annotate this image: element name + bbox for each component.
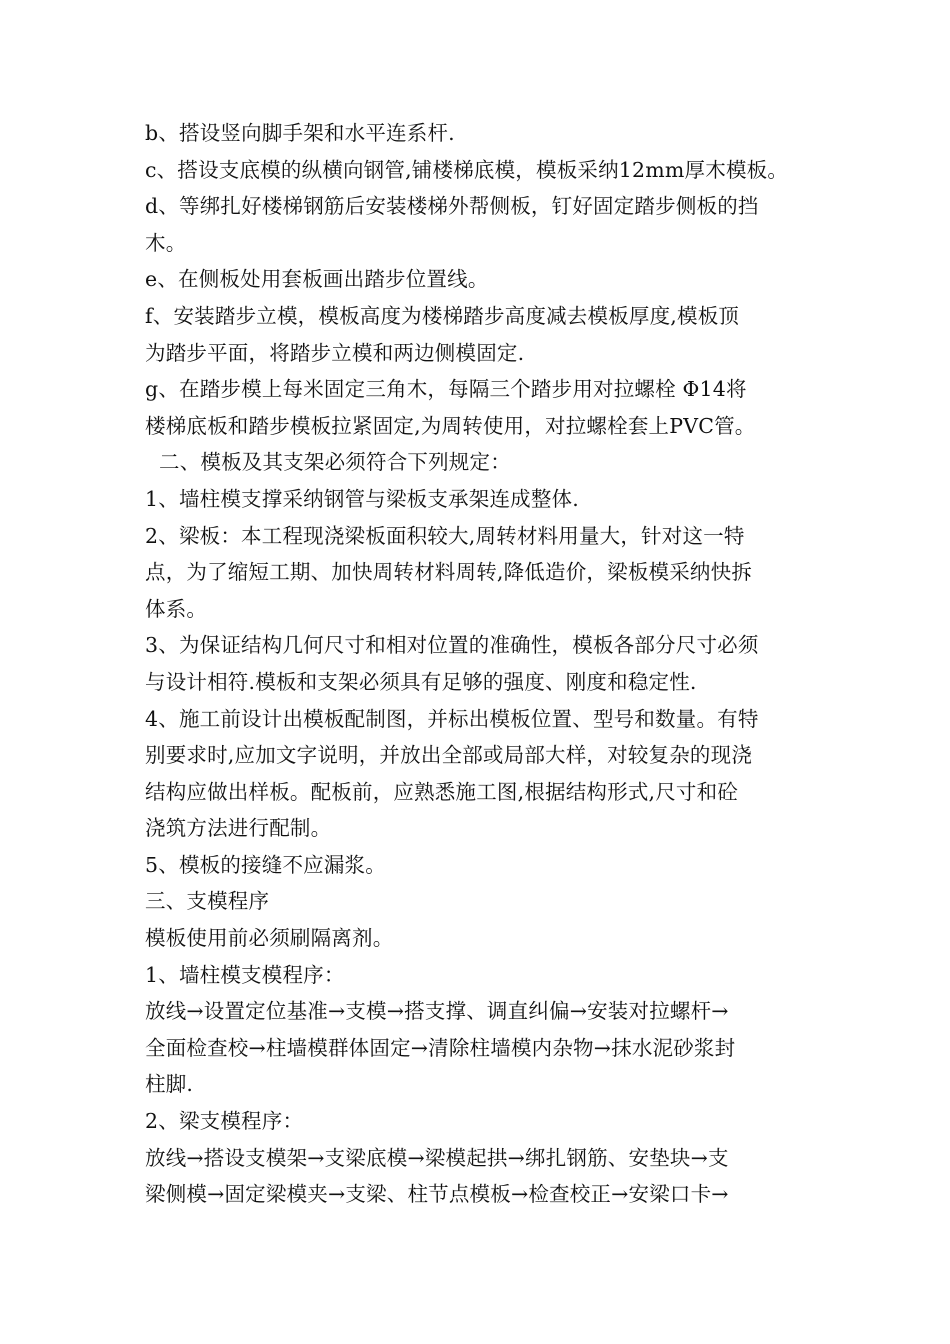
text-line: 浇筑方法进行配制。 [145,816,332,841]
text-line: 4、施工前设计出模板配制图，并标出模板位置、型号和数量。有特 [145,706,759,731]
document-body [145,115,825,1213]
text-line: 楼梯底板和踏步模板拉紧固定,为周转使用，对拉螺栓套上PVC管。 [145,413,756,438]
text-line: 全面检查校→柱墙模群体固定→清除柱墙模内杂物→抹水泥砂浆封 [145,1035,736,1060]
text-line: 别要求时,应加文字说明，并放出全部或局部大样，对较复杂的现浇 [145,743,753,768]
text-line: e、在侧板处用套板画出踏步位置线。 [145,267,489,292]
text-line: 1、墙柱模支撑采纳钢管与梁板支承架连成整体. [145,486,579,511]
text-line: 3、为保证结构几何尺寸和相对位置的准确性，模板各部分尺寸必须 [145,633,759,658]
text-line: d、等绑扎好楼梯钢筋后安装楼梯外帮侧板，钉好固定踏步侧板的挡 [145,194,759,219]
text-line: 体系。 [145,596,208,621]
text-line: 结构应做出样板。配板前，应熟悉施工图,根据结构形式,尺寸和砼 [145,779,739,804]
section-heading: 三、支模程序 [145,889,270,914]
text-line: 1、墙柱模支模程序： [145,962,345,987]
text-line: 梁侧模→固定梁模夹→支梁、柱节点模板→检查校正→安梁口卡→ [145,1182,729,1207]
text-line: c、搭设支底模的纵横向钢管,铺楼梯底模，模板采纳12mm厚木模板。 [145,157,789,182]
text-line: 与设计相符.模板和支架必须具有足够的强度、刚度和稳定性. [145,669,697,694]
text-line: 放线→搭设支模架→支梁底模→梁模起拱→绑扎钢筋、安垫块→支 [145,1145,729,1170]
text-line: 为踏步平面，将踏步立模和两边侧模固定. [145,340,525,365]
text-line: 5、模板的接缝不应漏浆。 [145,852,386,877]
section-heading: 二、模板及其支架必须符合下列规定： [159,450,511,475]
text-line: 模板使用前必须刷隔离剂。 [145,926,394,951]
text-line: 放线→设置定位基准→支模→搭支撑、调直纠偏→安装对拉螺杆→ [145,999,729,1024]
text-line: 木。 [145,230,187,255]
text-line: f、安装踏步立模，模板高度为楼梯踏步高度减去模板厚度,模板顶 [145,303,740,328]
text-line: 柱脚. [145,1072,194,1097]
text-line: g、在踏步模上每米固定三角木，每隔三个踏步用对拉螺栓 Φ14将 [145,377,747,402]
text-line: 点，为了缩短工期、加快周转材料周转,降低造价，梁板模采纳快拆 [145,560,753,585]
text-line: b、搭设竖向脚手架和水平连系杆. [145,121,455,145]
text-line: 2、梁支模程序： [145,1109,304,1134]
text-line: 2、梁板：本工程现浇梁板面积较大,周转材料用量大，针对这一特 [145,523,745,548]
